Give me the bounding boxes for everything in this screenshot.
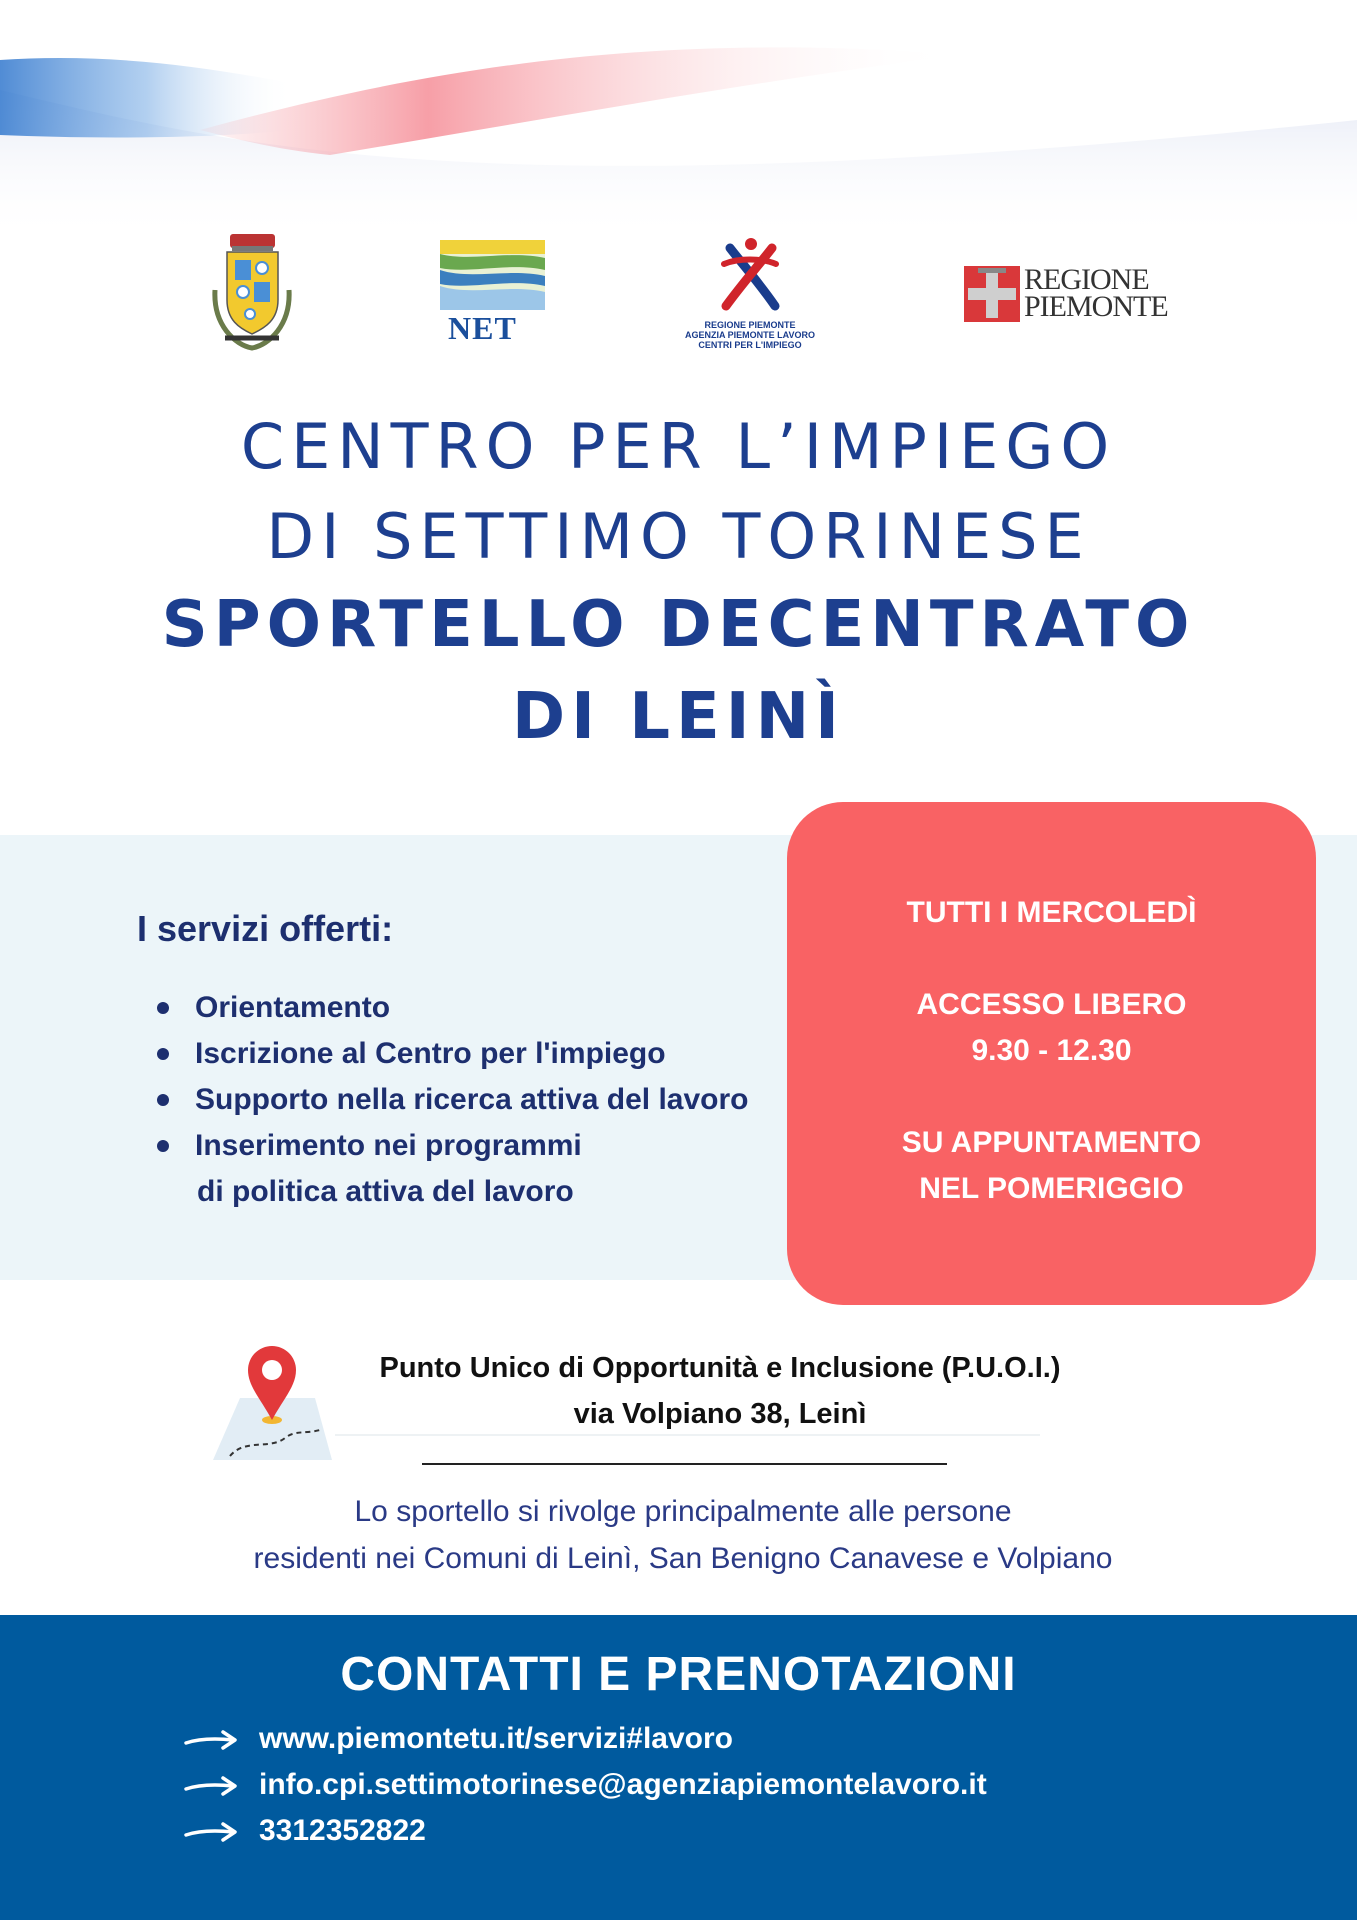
- title-line-2: DI SETTIMO TORINESE: [266, 500, 1091, 573]
- service-item-continuation: di politica attiva del lavoro: [197, 1175, 574, 1208]
- services-list: [155, 985, 749, 1215]
- agenzia-caption-1: REGIONE PIEMONTE: [704, 320, 796, 330]
- list-item: [155, 1123, 749, 1169]
- schedule-access: ACCESSO LIBERO: [916, 988, 1187, 1021]
- agenzia-piemonte-lavoro-logo: [680, 236, 820, 352]
- schedule-day: TUTTI I MERCOLEDÌ: [906, 896, 1197, 929]
- location-address: via Volpiano 38, Leinì: [573, 1398, 867, 1430]
- contacts-title: CONTATTI E PRENOTAZIONI: [340, 1648, 1017, 1701]
- schedule-box: [787, 802, 1316, 1305]
- regione-text-line2: PIEMONTE: [1024, 290, 1168, 323]
- title-line-3: SPORTELLO DECENTRATO: [161, 588, 1196, 662]
- contact-email-link[interactable]: info.cpi.settimotorinese@agenziapiemontelavoro.it: [259, 1768, 987, 1801]
- top-wave-decoration: [0, 0, 1357, 240]
- schedule-appointment-2: NEL POMERIGGIO: [919, 1172, 1184, 1205]
- location-divider: [422, 1463, 947, 1465]
- service-item-label: Orientamento: [195, 991, 391, 1024]
- list-item: [155, 1031, 749, 1077]
- bullet-icon: [157, 1048, 169, 1060]
- location-faint-divider: [335, 1434, 1040, 1436]
- regione-text-line1: REGIONE: [1024, 263, 1149, 296]
- schedule-hours: 9.30 - 12.30: [971, 1034, 1132, 1067]
- schedule-appointment-1: SU APPUNTAMENTO: [901, 1126, 1202, 1159]
- comune-coat-of-arms-icon: [205, 230, 300, 360]
- list-item: [155, 1077, 749, 1123]
- regione-piemonte-logo: [962, 263, 1168, 324]
- target-description-line-2: residenti nei Comuni di Leinì, San Benigno Canavese e Volpiano: [253, 1542, 1113, 1575]
- regione-cross-icon: [964, 266, 1020, 322]
- services-heading: I servizi offerti:: [137, 908, 394, 949]
- bullet-icon: [157, 1094, 169, 1106]
- arrow-right-icon: [183, 1820, 239, 1846]
- title-line-4: DI LEINÌ: [512, 680, 845, 754]
- service-item-label: Iscrizione al Centro per l'impiego: [195, 1037, 666, 1070]
- agenzia-caption-3: CENTRI PER L'IMPIEGO: [698, 340, 802, 350]
- list-item: [155, 985, 749, 1031]
- target-description-line-1: Lo sportello si rivolge principalmente alle persone: [354, 1495, 1012, 1528]
- arrow-right-icon: [183, 1728, 239, 1754]
- arrow-right-icon: [183, 1774, 239, 1800]
- agenzia-caption-2: AGENZIA PIEMONTE LAVORO: [684, 330, 815, 340]
- title-line-1: CENTRO PER L’IMPIEGO: [240, 410, 1117, 483]
- service-item-label: Inserimento nei programmi: [195, 1129, 582, 1162]
- bullet-icon: [157, 1002, 169, 1014]
- contact-website-link[interactable]: www.piemontetu.it/servizi#lavoro: [259, 1722, 733, 1755]
- bullet-icon: [157, 1140, 169, 1152]
- net-logo: [440, 240, 545, 348]
- location-name: Punto Unico di Opportunità e Inclusione (P.U.O.I.): [379, 1352, 1061, 1384]
- net-logo-text: NET: [448, 310, 517, 346]
- contact-phone-link[interactable]: 3312352822: [259, 1814, 426, 1847]
- service-item-label: Supporto nella ricerca attiva del lavoro: [195, 1083, 749, 1116]
